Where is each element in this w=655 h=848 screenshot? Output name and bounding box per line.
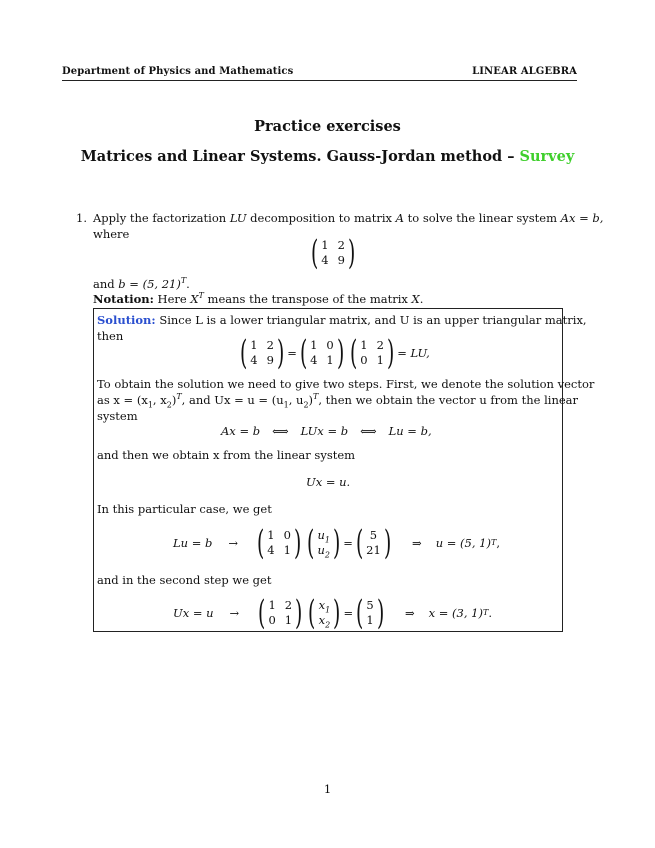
matrix-cell: 0 bbox=[360, 353, 368, 367]
chain-item: LUx = b bbox=[300, 424, 349, 438]
text: ) bbox=[171, 393, 177, 407]
matrix-cell: 1 bbox=[321, 238, 329, 252]
notation-text-a: Here bbox=[153, 292, 191, 306]
page-number: 1 bbox=[323, 782, 332, 796]
matrix-cell: 1 bbox=[267, 528, 275, 542]
para1-line3: system bbox=[97, 409, 138, 423]
step1-result: u = (5, 1) bbox=[435, 536, 491, 550]
matrix-cell: 4 bbox=[321, 253, 329, 267]
vector-rhs1 bbox=[366, 528, 381, 558]
paren-left: ( bbox=[310, 233, 319, 273]
matrix-cell: 2 bbox=[266, 338, 274, 352]
vector-cell: $x_2$ bbox=[318, 613, 331, 630]
vector-u bbox=[317, 528, 330, 558]
paren-right: ) bbox=[386, 333, 395, 373]
matrix-cell: 4 bbox=[250, 353, 258, 367]
paren-left: ( bbox=[350, 333, 358, 373]
vector-cell: 21 bbox=[366, 543, 381, 557]
b-value: b = (5, 21) bbox=[118, 277, 181, 291]
chain-item: Lu = b, bbox=[388, 424, 432, 438]
matrix-A-cells bbox=[321, 238, 345, 268]
text: ) bbox=[308, 393, 314, 407]
paren-left: ( bbox=[308, 593, 316, 633]
step1-end: , bbox=[496, 536, 500, 550]
page-subtitle bbox=[0, 148, 655, 165]
b-transpose: T bbox=[180, 276, 187, 286]
matrix-cell: 0 bbox=[326, 338, 334, 352]
b-prefix: and bbox=[93, 277, 119, 291]
problem-text-a: Apply the factorization bbox=[93, 211, 230, 225]
para1-line2: as $x = (x_1$, $x_2)^T$, and $Ux = u = (u_1$, $u_2)^T$, then we obtain the vector u from the linear bbox=[97, 392, 579, 410]
vector-cell: $x_1$ bbox=[318, 598, 331, 615]
matrix-cell: 1 bbox=[360, 338, 368, 352]
chain-item: Ax = b bbox=[221, 424, 261, 438]
solution-label: Solution: bbox=[97, 313, 156, 327]
matrix-cell: 2 bbox=[376, 338, 384, 352]
text: , x bbox=[152, 393, 167, 407]
paren-right: ) bbox=[376, 593, 384, 633]
para1-line1: To obtain the solution we need to give two steps. First, we denote the solution vector bbox=[97, 377, 595, 391]
matrix-cell: 0 bbox=[283, 528, 291, 542]
paren-left: ( bbox=[356, 593, 364, 633]
lu-equation bbox=[237, 333, 430, 373]
particular-text: In this particular case, we get bbox=[97, 502, 272, 516]
paren-left: ( bbox=[355, 523, 364, 563]
matrix-U bbox=[360, 338, 384, 368]
notation-label: Notation: bbox=[93, 292, 154, 306]
vector-x bbox=[319, 598, 331, 628]
text: , then we obtain the vector u from the linear bbox=[318, 393, 579, 407]
step2-result: x = (3, 1) bbox=[428, 606, 483, 620]
paren-left: ( bbox=[256, 523, 265, 563]
paren-left: ( bbox=[299, 333, 308, 373]
matrix-cell: 9 bbox=[266, 353, 274, 367]
text: , and Ux = u = (u bbox=[181, 393, 284, 407]
paren-left: ( bbox=[258, 593, 266, 633]
step2-equation: Ux = u → ( 1 2 0 1 ) ( $x_1$ $x_2$ ) = ( 5 1 ) ⇒ x = (3, 1) T . bbox=[173, 593, 492, 633]
problem-text-b: decomposition to matrix bbox=[246, 211, 396, 225]
vector-cell: $u_1$ bbox=[317, 528, 330, 545]
problem-matrix-name: A bbox=[395, 211, 404, 225]
matrix-cell: 1 bbox=[284, 613, 293, 627]
paren-right: ) bbox=[332, 523, 341, 563]
matrix-cell: 2 bbox=[284, 598, 293, 612]
paren-left: ( bbox=[307, 523, 315, 563]
solution-line2: then bbox=[97, 329, 124, 343]
text: as x = (x bbox=[97, 393, 148, 407]
page-title: Practice exercises bbox=[254, 118, 401, 135]
vector-cell: 5 bbox=[369, 528, 378, 542]
paren-right: ) bbox=[336, 333, 345, 373]
arrow-icon: → bbox=[228, 536, 238, 550]
matrix-cell: 1 bbox=[268, 598, 276, 612]
matrix-cell: 1 bbox=[310, 338, 318, 352]
equals-sign: = bbox=[287, 346, 297, 360]
equivalence-chain bbox=[221, 424, 432, 438]
matrix-cell: 1 bbox=[283, 543, 291, 557]
notation-end: . bbox=[419, 292, 424, 306]
header-course: LINEAR ALGEBRA bbox=[472, 66, 577, 77]
paren-right: ) bbox=[347, 233, 356, 273]
vector-cell: $u_2$ bbox=[317, 543, 330, 560]
problem-lu: LU bbox=[229, 211, 247, 225]
ux-equation: Ux = u. bbox=[306, 475, 351, 489]
matrix-cell: 2 bbox=[337, 238, 345, 252]
step1-equation: Lu = b → ( 1 0 4 1 ) ( $u_1$ $u_2$ ) = ( 5 21 ) ⇒ u = (5, 1) T , bbox=[173, 523, 500, 563]
header-department: Department of Physics and Mathematics bbox=[62, 66, 294, 77]
notation-line bbox=[93, 291, 423, 307]
paren-right: ) bbox=[383, 523, 392, 563]
paren-right: ) bbox=[295, 593, 303, 633]
text: , u bbox=[288, 393, 304, 407]
problem-where: where bbox=[93, 227, 130, 241]
notation-x: X bbox=[190, 292, 199, 306]
page-header bbox=[62, 66, 577, 77]
then-text: and then we obtain x from the linear system bbox=[97, 448, 356, 462]
second-step-text: and in the second step we get bbox=[97, 573, 272, 587]
implies-icon: ⇒ bbox=[412, 536, 422, 550]
arrow-icon: → bbox=[229, 606, 240, 620]
solution-line1 bbox=[97, 312, 587, 328]
problem-b-line bbox=[93, 276, 190, 292]
problem-number: 1. bbox=[76, 211, 87, 225]
paren-left: ( bbox=[239, 333, 248, 373]
vector-cell: 1 bbox=[366, 613, 374, 627]
header-rule bbox=[62, 80, 577, 81]
matrix-A bbox=[250, 338, 274, 368]
matrix-L bbox=[310, 338, 334, 368]
problem-system: Ax = b, bbox=[560, 211, 604, 225]
matrix-cell: 1 bbox=[250, 338, 258, 352]
vector-rhs2 bbox=[366, 598, 373, 628]
subtitle-main: Matrices and Linear Systems. Gauss-Jordan method – bbox=[80, 148, 515, 165]
step2-end: . bbox=[488, 606, 492, 620]
iff-symbol: ⟺ bbox=[360, 424, 377, 438]
matrix-cell: 1 bbox=[376, 353, 384, 367]
vector-cell: 5 bbox=[366, 598, 374, 612]
iff-symbol: ⟺ bbox=[272, 424, 289, 438]
notation-x2: X bbox=[411, 292, 420, 306]
step1-lhs: Lu = b bbox=[173, 536, 213, 550]
survey-label: Survey bbox=[519, 148, 575, 165]
equals-sign: = bbox=[343, 536, 353, 550]
equals-sign: = bbox=[343, 606, 354, 620]
matrix-L-step1 bbox=[267, 528, 291, 558]
matrix-cell: 1 bbox=[326, 353, 334, 367]
notation-text-b: means the transpose of the matrix bbox=[203, 292, 412, 306]
matrix-cell: 0 bbox=[268, 613, 276, 627]
paren-right: ) bbox=[333, 593, 341, 633]
matrix-cell: 9 bbox=[337, 253, 345, 267]
solution-text1: Since L is a lower triangular matrix, and U is an upper triangular matrix, bbox=[155, 313, 587, 327]
problem-text-c: to solve the linear system bbox=[403, 211, 561, 225]
b-end: . bbox=[186, 277, 190, 291]
step2-lhs: Ux = u bbox=[173, 606, 214, 620]
matrix-cell: 4 bbox=[310, 353, 318, 367]
paren-right: ) bbox=[276, 333, 285, 373]
matrix-cell: 4 bbox=[267, 543, 275, 557]
lu-end: = LU, bbox=[397, 346, 430, 360]
notation-transpose: T bbox=[198, 291, 204, 301]
paren-right: ) bbox=[293, 523, 302, 563]
problem-line1 bbox=[93, 210, 603, 226]
matrix-U-step2 bbox=[268, 598, 292, 628]
problem-matrix bbox=[308, 233, 358, 273]
implies-icon: ⇒ bbox=[404, 606, 415, 620]
